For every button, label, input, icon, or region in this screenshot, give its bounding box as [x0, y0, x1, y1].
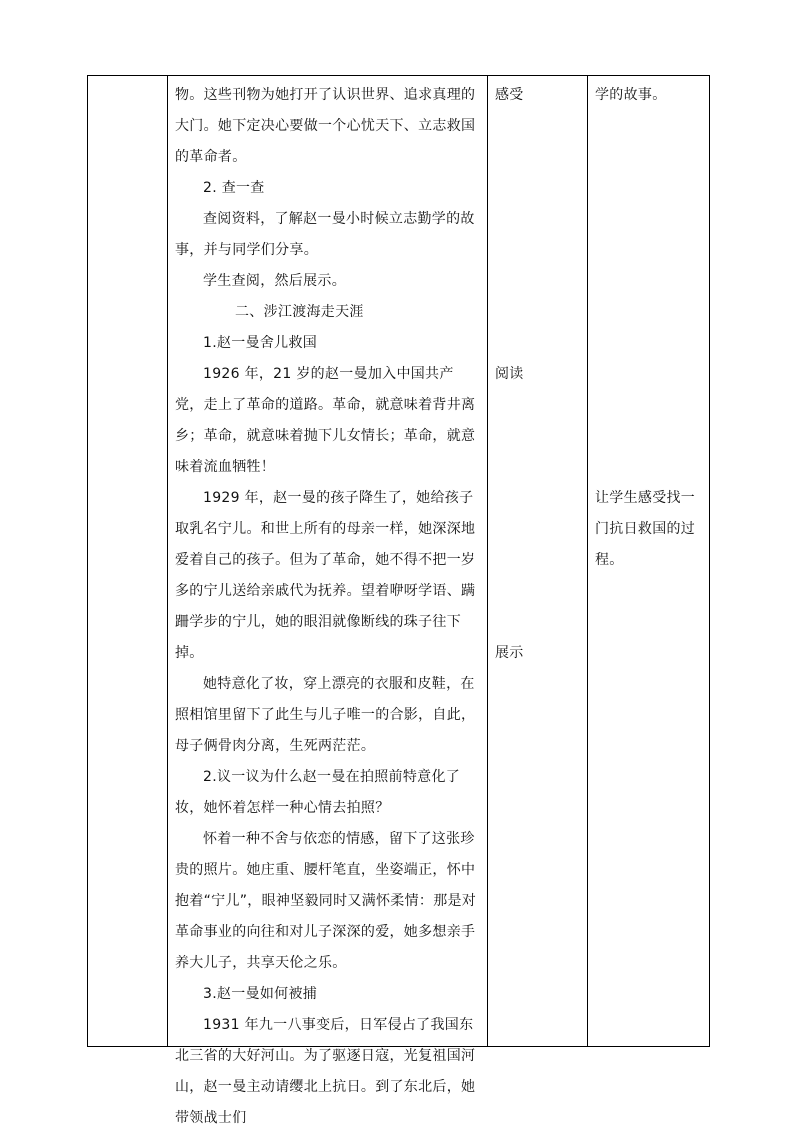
activity-column-cell	[488, 76, 588, 1047]
activity-label-read: 阅读	[495, 366, 524, 382]
intent-column-cell	[588, 76, 710, 1047]
blank-column-cell	[88, 76, 168, 1047]
intent-text-feel: 让学生感受找一门抗日救国的过程。	[595, 490, 696, 568]
discussion-question: 2.议一议为什么赵一曼在拍照前特意化了妆，她怀着怎样一种心情去拍照？	[175, 769, 461, 816]
content-paragraph: 1929 年，赵一曼的孩子降生了，她给孩子取乳名宁儿。和世上所有的母亲一样，她深深地爱着自己的孩子。但为了革命，她不得不把一岁多的宁儿送给亲戚代为抚养。望着咿呀学语、蹒跚学步的宁儿，她的眼泪就像断线的珠子往下掉。	[175, 490, 476, 661]
table-row	[88, 76, 710, 1047]
content-paragraph: 她特意化了妆，穿上漂亮的衣服和皮鞋，在照相馆里留下了此生与儿子唯一的合影，自此，母子俩骨肉分离，生死两茫茫。	[175, 676, 476, 754]
content-paragraph: 1931 年九一八事变后，日军侵占了我国东北三省的大好河山。为了驱逐日寇，光复祖国河山，赵一曼主动请缨北上抗日。到了东北后，她带领战士们	[175, 1017, 476, 1126]
lesson-table	[87, 75, 710, 1126]
activity-label-feel: 感受	[495, 87, 524, 103]
intent-text-story: 学的故事。	[595, 87, 667, 103]
section-heading: 二、涉江渡海走天涯	[235, 304, 364, 320]
content-paragraph: 怀着一种不舍与依恋的情感，留下了这张珍贵的照片。她庄重、腰杆笔直，坐姿端正，怀中抱着“宁儿”，眼神坚毅同时又满怀柔情：那是对革命事业的向往和对儿子深深的爱，她多想亲手养大儿子，共享天伦之乐。	[175, 831, 477, 971]
activity-label-show: 展示	[495, 645, 524, 661]
content-subheading: 2. 查一查	[203, 180, 265, 196]
content-column-cell	[168, 76, 488, 1126]
content-paragraph: 1926 年，21 岁的赵一曼加入中国共产党，走上了革命的道路。革命，就意味着背井离乡；革命，就意味着抛下儿女情长；革命，就意味着流血牺牲！	[175, 366, 476, 475]
content-paragraph: 学生查阅，然后展示。	[203, 273, 346, 289]
content-subheading: 3.赵一曼如何被捕	[203, 986, 318, 1002]
content-paragraph: 查阅资料，了解赵一曼小时候立志勤学的故事，并与同学们分享。	[175, 211, 475, 258]
content-subheading: 1.赵一曼舍儿救国	[203, 335, 318, 351]
content-paragraph: 物。这些刊物为她打开了认识世界、追求真理的大门。她下定决心要做一个心忧天下、立志救国的革命者。	[175, 87, 476, 165]
